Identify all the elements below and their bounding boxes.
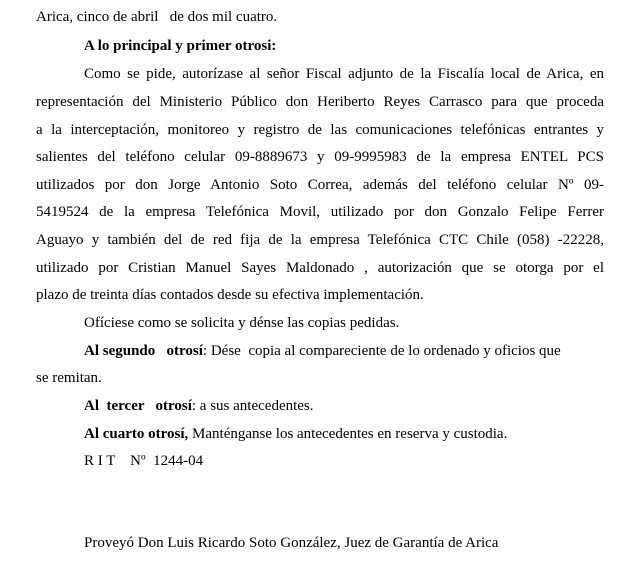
body-line-5: utilizados por don Jorge Antonio Soto Correa, además del teléfono celular Nº 09- xyxy=(36,177,604,193)
body-line-4: salientes del teléfono celular 09-8889673 y 09-9995983 de la empresa ENTEL PCS xyxy=(36,149,604,165)
tercer-otrosi-line xyxy=(84,397,314,415)
cuarto-otrosi-label: Al cuarto otrosí, xyxy=(84,426,189,442)
tercer-otrosi-label: Al tercer otrosí xyxy=(84,398,192,414)
body-line-8: utilizado por Cristian Manuel Sayes Maldonado , autorización que se otorga por el xyxy=(36,260,604,276)
date-line: Arica, cinco de abril de dos mil cuatro. xyxy=(36,9,278,25)
rit-number: R I T Nº 1244-04 xyxy=(84,453,204,469)
body-line-6: 5419524 de la empresa Telefónica Movil, utilizado por don Gonzalo Felipe Ferrer xyxy=(36,204,604,220)
signature-line: Proveyó Don Luis Ricardo Soto González, Juez de Garantía de Arica xyxy=(84,535,499,551)
segundo-otrosi-line xyxy=(84,342,561,360)
cuarto-otrosi-line xyxy=(84,425,507,443)
oficiese-line: Ofíciese como se solicita y dénse las copias pedidas. xyxy=(84,315,400,331)
segundo-otrosi-text: : Dése copia al compareciente de lo ordenado y oficios que xyxy=(202,343,561,359)
principal-heading: A lo principal y primer otrosi: xyxy=(84,38,277,54)
body-line-7: Aguayo y también del de red fija de la empresa Telefónica CTC Chile (058) -22228, xyxy=(36,232,604,248)
tercer-otrosi-text: : a sus antecedentes. xyxy=(191,398,314,414)
segundo-otrosi-continuation: se remitan. xyxy=(36,370,102,386)
body-line-1: Como se pide, autorízase al señor Fiscal adjunto de la Fiscalía local de Arica, en xyxy=(84,66,604,82)
cuarto-otrosi-text: Manténganse los antecedentes en reserva y custodia. xyxy=(188,426,508,442)
body-line-9: plazo de treinta días contados desde su efectiva implementación. xyxy=(36,287,424,303)
body-line-2: representación del Ministerio Público don Heriberto Reyes Carrasco para que proceda xyxy=(36,94,604,110)
segundo-otrosi-label: Al segundo otrosí xyxy=(84,343,203,359)
body-line-3: a la interceptación, monitoreo y registro de las comunicaciones telefónicas entrantes y xyxy=(36,122,604,138)
